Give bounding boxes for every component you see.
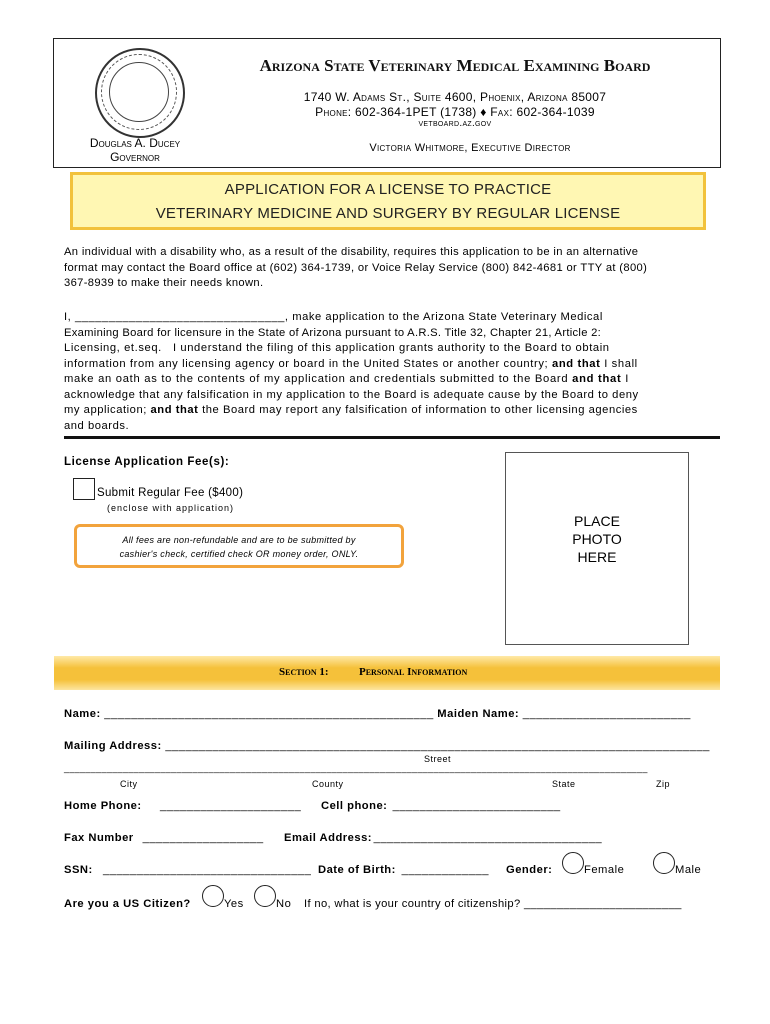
home-phone-label: Home Phone: bbox=[64, 800, 142, 812]
fee-label: License Application Fee(s): bbox=[64, 456, 230, 468]
regular-fee-note: (enclose with application) bbox=[107, 503, 235, 513]
name-label: Name: bbox=[64, 708, 101, 720]
city-caption: City bbox=[120, 779, 138, 789]
name-row bbox=[64, 708, 691, 720]
county-caption: County bbox=[312, 779, 344, 789]
regular-fee-checkbox[interactable] bbox=[73, 478, 95, 500]
board-website: vetboard.az.gov bbox=[418, 118, 492, 129]
street-caption: Street bbox=[424, 754, 452, 764]
form-title-line-2: VETERINARY MEDICINE AND SURGERY BY REGULAR LICENSE bbox=[155, 205, 621, 222]
ssn-label: SSN: bbox=[64, 864, 93, 876]
section-name: Personal Information bbox=[359, 666, 468, 678]
board-address: 1740 W. Adams St., Suite 4600, Phoenix, Arizona 85007 bbox=[303, 90, 607, 104]
maiden-name-label: Maiden Name: bbox=[437, 708, 520, 720]
address-line-2-field[interactable]: _____________________________________________________________________________________________________________ bbox=[64, 763, 648, 773]
section-number: Section 1: bbox=[279, 666, 329, 678]
form-title-banner bbox=[70, 172, 706, 230]
home-phone-field[interactable]: _____________________ bbox=[160, 800, 302, 812]
citizen-no-label: No bbox=[276, 898, 292, 910]
email-label: Email Address: bbox=[284, 832, 373, 844]
cell-phone-field[interactable]: _________________________ bbox=[389, 800, 561, 812]
state-caption: State bbox=[552, 779, 576, 789]
gender-female-label: Female bbox=[584, 864, 625, 876]
fax-field[interactable]: __________________ bbox=[139, 832, 264, 844]
disability-notice: An individual with a disability who, as a result of the disability, requires this application to be in an alternative format may contact the Board office at (602) 364-1739, or Voice Relay Service (800) 842-4681 or TTY at (800) 367-8939 to make their needs known. bbox=[64, 246, 648, 289]
mailing-address-field[interactable]: _________________________________________________________________________________ bbox=[161, 740, 710, 752]
citizen-yes-label: Yes bbox=[224, 898, 244, 910]
section-divider bbox=[64, 436, 720, 439]
ssn-field[interactable]: _______________________________ bbox=[103, 864, 312, 876]
applicant-declaration: I, _______________________________, make application to the Arizona State Veterinary Medical Examining Board for licensure in the State of Arizona pursuant to A.R.S. Title 32, Chapter 21, Article 2: Licensing, et.seq. I understand the filing of this application grants authority to the Board to obtain information from any licensing agency or board in the United States or another country; and that I shall make an oath as to the contents of my application and credentials submitted to the Board and that I acknowledge that any falsification in my application to the Board is adequate cause by the Board to deny my application; and that the Board may report any falsification of information to other licensing agencies and boards. bbox=[64, 311, 639, 432]
fee-notice-box: All fees are non-refundable and are to be submitted by cashier's check, certified check OR money order, ONLY. bbox=[74, 524, 404, 568]
board-phone: Phone: 602-364-1PET (1738) ♦ Fax: 602-364-1039 bbox=[315, 105, 595, 119]
regular-fee-label: Submit Regular Fee ($400) bbox=[97, 487, 244, 499]
gender-male-radio[interactable] bbox=[653, 852, 675, 874]
name-field[interactable]: _________________________________________________ bbox=[100, 708, 438, 720]
citizenship-question: If no, what is your country of citizenship? ________________________ bbox=[304, 898, 682, 910]
photo-placeholder-text: PLACE PHOTO HERE bbox=[572, 513, 622, 565]
executive-director: Victoria Whitmore, Executive Director bbox=[369, 142, 571, 154]
maiden-name-field[interactable]: _________________________ bbox=[519, 708, 691, 720]
dob-field[interactable]: _____________ bbox=[398, 864, 489, 876]
citizen-yes-radio[interactable] bbox=[202, 885, 224, 907]
citizen-no-radio[interactable] bbox=[254, 885, 276, 907]
gender-female-radio[interactable] bbox=[562, 852, 584, 874]
dob-label: Date of Birth: bbox=[318, 864, 396, 876]
form-title-line-1: APPLICATION FOR A LICENSE TO PRACTICE bbox=[224, 181, 552, 198]
mailing-address-label: Mailing Address: bbox=[64, 740, 162, 752]
board-name: Arizona State Veterinary Medical Examining Board bbox=[259, 56, 651, 75]
governor-name: Douglas A. Ducey bbox=[89, 136, 181, 150]
governor-title: Governor bbox=[110, 150, 160, 164]
gender-label: Gender: bbox=[506, 864, 553, 876]
us-citizen-label: Are you a US Citizen? bbox=[64, 898, 191, 910]
gender-male-label: Male bbox=[675, 864, 702, 876]
state-seal bbox=[95, 48, 185, 138]
email-field[interactable]: __________________________________ bbox=[370, 832, 603, 844]
fax-label: Fax Number bbox=[64, 832, 134, 844]
citizenship-field[interactable]: ________________________ bbox=[520, 898, 682, 910]
cell-phone-label: Cell phone: bbox=[321, 800, 388, 812]
zip-caption: Zip bbox=[656, 779, 671, 789]
mailing-row bbox=[64, 740, 710, 752]
